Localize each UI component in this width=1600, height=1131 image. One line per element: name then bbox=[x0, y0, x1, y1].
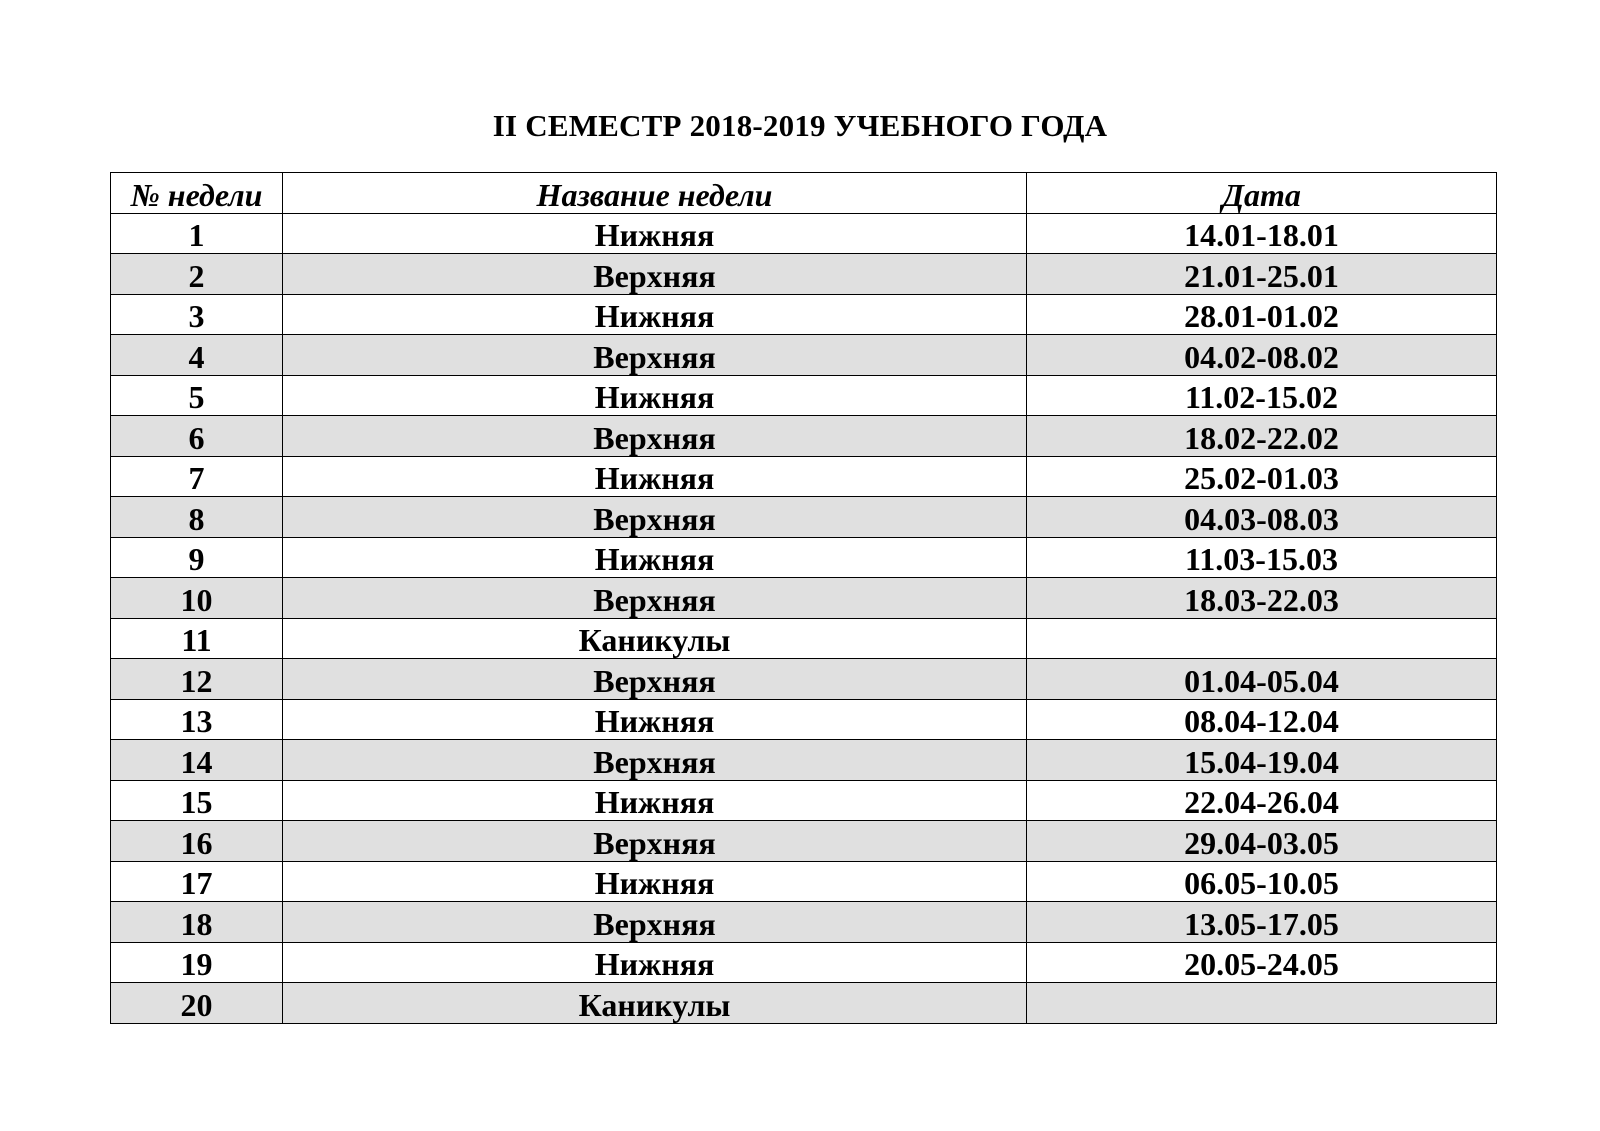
table-row bbox=[111, 780, 1497, 821]
date-cell: 04.03-08.03 bbox=[1027, 497, 1497, 538]
page-title: II СЕМЕСТР 2018-2019 УЧЕБНОГО ГОДА bbox=[492, 108, 1108, 143]
date-cell: 11.02-15.02 bbox=[1027, 375, 1497, 416]
table-row bbox=[111, 902, 1497, 943]
week-name-cell: Верхняя bbox=[283, 740, 1027, 781]
date-cell bbox=[1027, 983, 1497, 1024]
table-row bbox=[111, 983, 1497, 1024]
date-cell bbox=[1027, 618, 1497, 659]
week-name-cell: Нижняя bbox=[283, 780, 1027, 821]
date-cell: 20.05-24.05 bbox=[1027, 942, 1497, 983]
week-number-cell: 13 bbox=[111, 699, 283, 740]
table-row bbox=[111, 497, 1497, 538]
week-name-cell: Верхняя bbox=[283, 821, 1027, 862]
date-cell: 15.04-19.04 bbox=[1027, 740, 1497, 781]
date-cell: 06.05-10.05 bbox=[1027, 861, 1497, 902]
date-cell: 01.04-05.04 bbox=[1027, 659, 1497, 700]
table-row bbox=[111, 942, 1497, 983]
header-date: Дата bbox=[1027, 173, 1497, 214]
table-row bbox=[111, 821, 1497, 862]
week-number-cell: 10 bbox=[111, 578, 283, 619]
table-row bbox=[111, 699, 1497, 740]
week-number-cell: 18 bbox=[111, 902, 283, 943]
week-number-cell: 12 bbox=[111, 659, 283, 700]
header-week-name: Название недели bbox=[283, 173, 1027, 214]
table-row bbox=[111, 254, 1497, 295]
date-cell: 11.03-15.03 bbox=[1027, 537, 1497, 578]
week-number-cell: 2 bbox=[111, 254, 283, 295]
table-body bbox=[111, 213, 1497, 1023]
semester-schedule-table bbox=[110, 172, 1497, 1024]
table-row bbox=[111, 294, 1497, 335]
date-cell: 29.04-03.05 bbox=[1027, 821, 1497, 862]
table-row bbox=[111, 456, 1497, 497]
week-name-cell: Нижняя bbox=[283, 375, 1027, 416]
week-name-cell: Верхняя bbox=[283, 902, 1027, 943]
week-number-cell: 15 bbox=[111, 780, 283, 821]
week-name-cell: Нижняя bbox=[283, 537, 1027, 578]
week-number-cell: 17 bbox=[111, 861, 283, 902]
week-name-cell: Нижняя bbox=[283, 699, 1027, 740]
week-number-cell: 1 bbox=[111, 213, 283, 254]
date-cell: 08.04-12.04 bbox=[1027, 699, 1497, 740]
date-cell: 22.04-26.04 bbox=[1027, 780, 1497, 821]
week-number-cell: 11 bbox=[111, 618, 283, 659]
table-row bbox=[111, 416, 1497, 457]
table-row bbox=[111, 740, 1497, 781]
date-cell: 28.01-01.02 bbox=[1027, 294, 1497, 335]
week-name-cell: Верхняя bbox=[283, 254, 1027, 295]
week-number-cell: 8 bbox=[111, 497, 283, 538]
date-cell: 18.03-22.03 bbox=[1027, 578, 1497, 619]
week-number-cell: 5 bbox=[111, 375, 283, 416]
date-cell: 04.02-08.02 bbox=[1027, 335, 1497, 376]
week-number-cell: 3 bbox=[111, 294, 283, 335]
table-header-row bbox=[111, 173, 1497, 214]
week-name-cell: Нижняя bbox=[283, 456, 1027, 497]
date-cell: 25.02-01.03 bbox=[1027, 456, 1497, 497]
week-name-cell: Нижняя bbox=[283, 861, 1027, 902]
table-row bbox=[111, 578, 1497, 619]
week-name-cell: Верхняя bbox=[283, 578, 1027, 619]
week-name-cell: Каникулы bbox=[283, 618, 1027, 659]
date-cell: 18.02-22.02 bbox=[1027, 416, 1497, 457]
week-number-cell: 6 bbox=[111, 416, 283, 457]
week-number-cell: 14 bbox=[111, 740, 283, 781]
week-name-cell: Верхняя bbox=[283, 659, 1027, 700]
week-name-cell: Верхняя bbox=[283, 497, 1027, 538]
week-name-cell: Каникулы bbox=[283, 983, 1027, 1024]
week-number-cell: 20 bbox=[111, 983, 283, 1024]
week-name-cell: Нижняя bbox=[283, 294, 1027, 335]
week-name-cell: Нижняя bbox=[283, 213, 1027, 254]
table-row bbox=[111, 618, 1497, 659]
week-number-cell: 16 bbox=[111, 821, 283, 862]
table-row bbox=[111, 861, 1497, 902]
date-cell: 13.05-17.05 bbox=[1027, 902, 1497, 943]
date-cell: 21.01-25.01 bbox=[1027, 254, 1497, 295]
table-row bbox=[111, 659, 1497, 700]
week-number-cell: 7 bbox=[111, 456, 283, 497]
table-row bbox=[111, 537, 1497, 578]
table-row bbox=[111, 335, 1497, 376]
week-name-cell: Нижняя bbox=[283, 942, 1027, 983]
week-number-cell: 19 bbox=[111, 942, 283, 983]
week-number-cell: 4 bbox=[111, 335, 283, 376]
header-week-number: № недели bbox=[111, 173, 283, 214]
week-name-cell: Верхняя bbox=[283, 416, 1027, 457]
week-number-cell: 9 bbox=[111, 537, 283, 578]
table-row bbox=[111, 375, 1497, 416]
week-name-cell: Верхняя bbox=[283, 335, 1027, 376]
table-row bbox=[111, 213, 1497, 254]
date-cell: 14.01-18.01 bbox=[1027, 213, 1497, 254]
